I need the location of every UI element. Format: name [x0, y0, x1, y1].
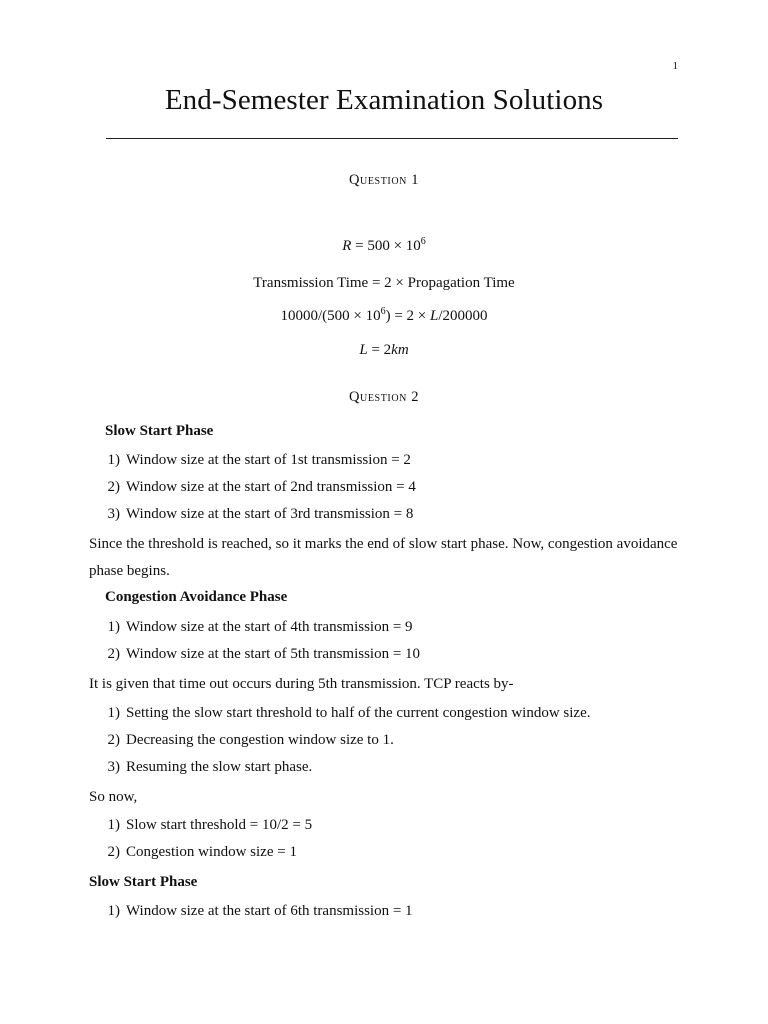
list-item-number: 1)	[107, 903, 120, 919]
list-item-number: 1)	[107, 817, 120, 833]
list-item-text: Congestion window size = 1	[126, 844, 297, 860]
list-item-text: Window size at the start of 1st transmission = 2	[126, 452, 411, 468]
page-number: 1	[672, 60, 678, 72]
list-item	[100, 817, 312, 834]
list-item	[100, 732, 394, 749]
eq3-sup: 6	[380, 306, 386, 317]
list-item-number: 2)	[107, 732, 120, 748]
equation-rate	[0, 238, 768, 255]
slow-start-phase-heading-2: Slow Start Phase	[89, 874, 198, 890]
eq3-var: L	[430, 308, 439, 324]
eq4-unit: km	[391, 342, 409, 358]
congestion-avoidance-heading: Congestion Avoidance Phase	[105, 589, 288, 605]
eq3-part-c: /200000	[438, 308, 488, 324]
list-item	[100, 452, 411, 469]
list-item-text: Setting the slow start threshold to half of the current congestion window size.	[126, 705, 591, 721]
equation-result-length	[0, 342, 768, 359]
list-item	[100, 903, 413, 920]
list-item-number: 2)	[107, 646, 120, 662]
paragraph-threshold-line1: Since the threshold is reached, so it marks the end of slow start phase. Now, congestion avoidance	[89, 536, 678, 552]
list-item-number: 3)	[107, 759, 120, 775]
list-item	[100, 506, 413, 523]
eq4-lhs: L	[359, 342, 368, 358]
list-item	[100, 844, 297, 861]
list-item-number: 2)	[107, 844, 120, 860]
list-item-number: 2)	[107, 479, 120, 495]
question-1-heading: Question 1	[348, 172, 420, 188]
list-item-text: Window size at the start of 5th transmission = 10	[126, 646, 421, 662]
list-item-number: 1)	[107, 452, 120, 468]
paragraph-threshold-line2: phase begins.	[89, 563, 170, 579]
paragraph-so-now: So now,	[89, 789, 138, 805]
list-item	[100, 705, 591, 722]
list-item	[100, 646, 420, 663]
list-item-number: 3)	[107, 506, 120, 522]
eq1-mid: = 500 × 10	[351, 238, 421, 254]
list-item	[100, 479, 416, 496]
list-item	[100, 619, 413, 636]
list-item-number: 1)	[107, 705, 120, 721]
list-item-text: Window size at the start of 4th transmission = 9	[126, 619, 413, 635]
eq3-part-b: ) = 2 ×	[385, 308, 431, 324]
eq1-sup: 6	[420, 236, 426, 247]
eq1-lhs: R	[342, 238, 352, 254]
document-title: End-Semester Examination Solutions	[164, 84, 604, 116]
list-item-text: Window size at the start of 3rd transmission = 8	[126, 506, 414, 522]
list-item-text: Resuming the slow start phase.	[126, 759, 313, 775]
list-item-text: Window size at the start of 2nd transmission = 4	[126, 479, 416, 495]
slow-start-phase-heading: Slow Start Phase	[105, 423, 214, 439]
list-item	[100, 759, 312, 776]
eq4-mid: = 2	[367, 342, 392, 358]
list-item-text: Decreasing the congestion window size to 1.	[126, 732, 394, 748]
paragraph-timeout: It is given that time out occurs during 5th transmission. TCP reacts by-	[89, 676, 514, 692]
list-item-number: 1)	[107, 619, 120, 635]
title-divider	[106, 138, 678, 139]
list-item-text: Window size at the start of 6th transmission = 1	[126, 903, 413, 919]
equation-substitution	[0, 308, 768, 325]
list-item-text: Slow start threshold = 10/2 = 5	[126, 817, 313, 833]
eq3-part-a: 10000/(500 × 10	[280, 308, 381, 324]
equation-transmission-time: Transmission Time = 2 × Propagation Time	[253, 275, 515, 291]
question-2-heading: Question 2	[348, 389, 420, 405]
